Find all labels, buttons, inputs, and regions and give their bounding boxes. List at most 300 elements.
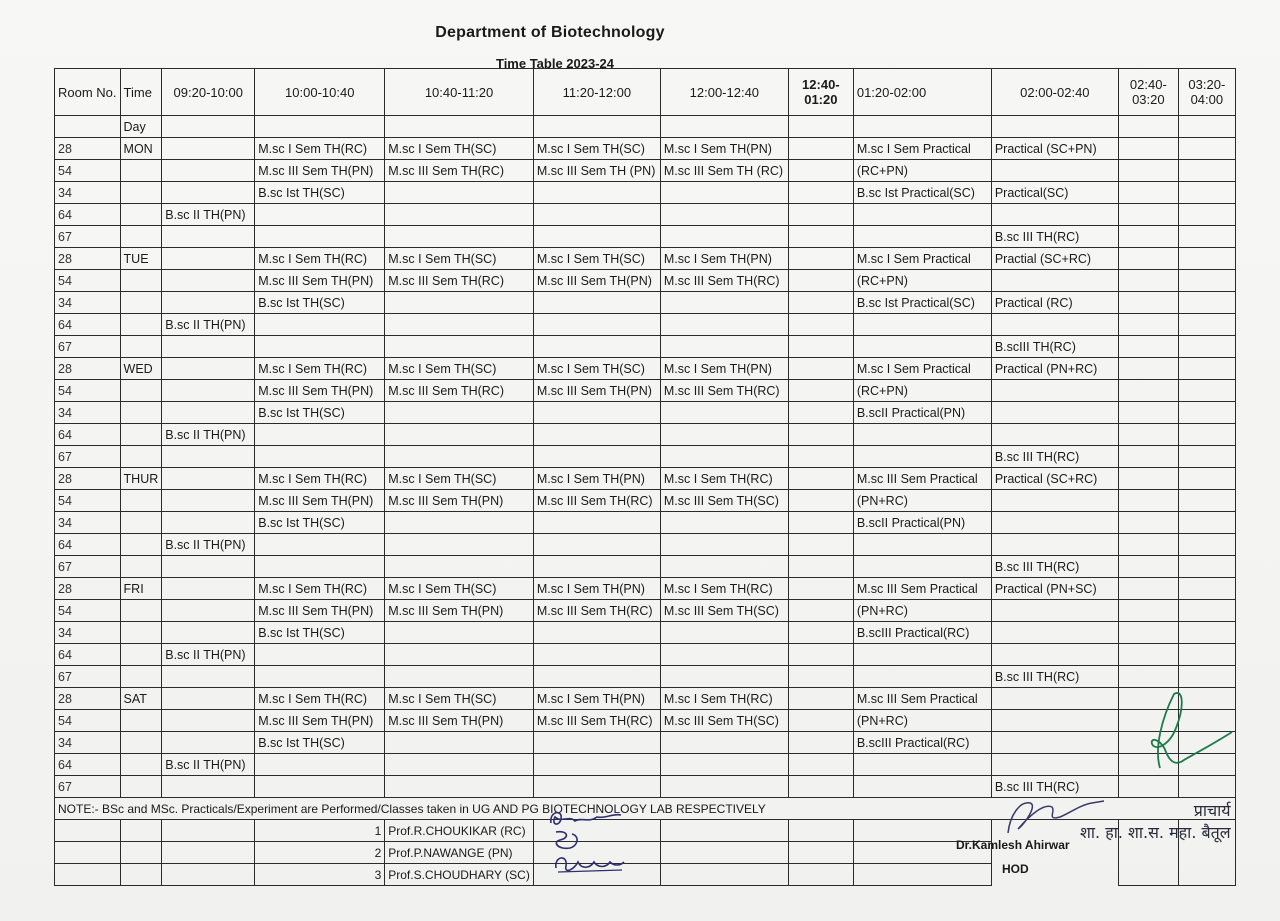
- class-cell: [385, 402, 534, 424]
- class-cell: [788, 754, 853, 776]
- room-cell: 64: [55, 534, 121, 556]
- class-cell: [162, 116, 255, 138]
- room-cell: 34: [55, 292, 121, 314]
- class-cell: [1178, 116, 1235, 138]
- class-cell: M.sc I Sem TH(RC): [255, 688, 385, 710]
- class-cell: [1118, 776, 1178, 798]
- class-cell: [385, 336, 534, 358]
- class-cell: [991, 622, 1118, 644]
- header-row: [55, 69, 1236, 116]
- class-cell: M.sc III Sem TH(RC): [385, 380, 534, 402]
- timetable-row: [55, 160, 1236, 182]
- day-cell: [120, 424, 162, 446]
- class-cell: [853, 226, 991, 248]
- class-cell: [991, 270, 1118, 292]
- class-cell: [853, 534, 991, 556]
- class-cell: [1118, 292, 1178, 314]
- class-cell: [1178, 578, 1235, 600]
- class-cell: [162, 446, 255, 468]
- class-cell: M.sc I Sem TH(RC): [255, 358, 385, 380]
- class-cell: (RC+PN): [853, 270, 991, 292]
- class-cell: M.sc III Sem TH(SC): [660, 490, 788, 512]
- class-cell: [385, 534, 534, 556]
- header-slot: 10:40-11:20: [385, 69, 534, 116]
- room-cell: 28: [55, 248, 121, 270]
- class-cell: M.sc III Sem Practical: [853, 578, 991, 600]
- class-cell: [533, 512, 660, 534]
- class-cell: Practical (SC+PN): [991, 138, 1118, 160]
- class-cell: (RC+PN): [853, 380, 991, 402]
- class-cell: B.sc Ist TH(SC): [255, 622, 385, 644]
- class-cell: [1118, 666, 1178, 688]
- teacher-name: Prof.P.NAWANGE (PN): [385, 842, 534, 864]
- class-cell: [788, 424, 853, 446]
- class-cell: M.sc III Sem TH(PN): [255, 600, 385, 622]
- timetable-row: [55, 402, 1236, 424]
- room-cell: 64: [55, 424, 121, 446]
- class-cell: [1178, 688, 1235, 710]
- class-cell: M.sc I Sem TH(PN): [533, 468, 660, 490]
- class-cell: [162, 688, 255, 710]
- class-cell: [1178, 732, 1235, 754]
- room-cell: 64: [55, 644, 121, 666]
- class-cell: [788, 710, 853, 732]
- class-cell: M.sc III Sem TH(RC): [660, 270, 788, 292]
- class-cell: [660, 204, 788, 226]
- room-cell: 67: [55, 446, 121, 468]
- class-cell: [255, 314, 385, 336]
- hod-name: Dr.Kamlesh Ahirwar: [956, 838, 1070, 852]
- class-cell: M.sc I Sem TH(RC): [660, 468, 788, 490]
- class-cell: [788, 402, 853, 424]
- class-cell: [162, 710, 255, 732]
- class-cell: B.sc Ist Practical(SC): [853, 292, 991, 314]
- class-cell: [1118, 226, 1178, 248]
- class-cell: [660, 556, 788, 578]
- class-cell: Practical (PN+RC): [991, 358, 1118, 380]
- class-cell: B.sc II TH(PN): [162, 534, 255, 556]
- class-cell: [660, 754, 788, 776]
- class-cell: [385, 446, 534, 468]
- class-cell: [385, 182, 534, 204]
- class-cell: [660, 534, 788, 556]
- class-cell: M.sc I Sem TH(SC): [385, 358, 534, 380]
- day-cell: [120, 292, 162, 314]
- class-cell: M.sc I Sem TH(RC): [660, 688, 788, 710]
- class-cell: M.sc III Sem TH(PN): [385, 600, 534, 622]
- class-cell: M.sc I Sem TH(PN): [660, 138, 788, 160]
- day-cell: [120, 446, 162, 468]
- class-cell: [162, 248, 255, 270]
- class-cell: [162, 622, 255, 644]
- class-cell: M.sc III Sem TH(RC): [660, 380, 788, 402]
- class-cell: [788, 270, 853, 292]
- class-cell: [1118, 424, 1178, 446]
- day-cell: [120, 710, 162, 732]
- class-cell: [991, 490, 1118, 512]
- day-cell: [120, 754, 162, 776]
- class-cell: [1178, 402, 1235, 424]
- class-cell: [255, 424, 385, 446]
- room-cell: 34: [55, 182, 121, 204]
- class-cell: M.sc III Sem TH(RC): [533, 600, 660, 622]
- timetable-row: [55, 380, 1236, 402]
- class-cell: M.sc I Sem TH(PN): [660, 248, 788, 270]
- header-room: Room No.: [55, 69, 121, 116]
- class-cell: [162, 578, 255, 600]
- teacher-number: 3: [255, 864, 385, 886]
- class-cell: M.sc III Sem TH(PN): [533, 380, 660, 402]
- day-cell: [120, 226, 162, 248]
- class-cell: [660, 314, 788, 336]
- timetable-row: [55, 314, 1236, 336]
- class-cell: [162, 556, 255, 578]
- class-cell: [1118, 182, 1178, 204]
- class-cell: [1178, 556, 1235, 578]
- class-cell: B.scII Practical(PN): [853, 402, 991, 424]
- timetable-row: [55, 666, 1236, 688]
- class-cell: M.sc I Sem TH(SC): [385, 468, 534, 490]
- class-cell: [660, 182, 788, 204]
- room-cell: 54: [55, 380, 121, 402]
- class-cell: [255, 204, 385, 226]
- class-cell: [660, 402, 788, 424]
- class-cell: [1118, 556, 1178, 578]
- class-cell: M.sc III Sem TH(PN): [385, 710, 534, 732]
- timetable-row: [55, 600, 1236, 622]
- room-cell: [55, 116, 121, 138]
- class-cell: M.sc III Sem TH(RC): [533, 710, 660, 732]
- class-cell: [385, 754, 534, 776]
- class-cell: [853, 776, 991, 798]
- class-cell: [991, 534, 1118, 556]
- class-cell: [853, 314, 991, 336]
- class-cell: [991, 402, 1118, 424]
- timetable-row: [55, 182, 1236, 204]
- class-cell: [788, 622, 853, 644]
- room-cell: 67: [55, 556, 121, 578]
- class-cell: [660, 336, 788, 358]
- day-cell: MON: [120, 138, 162, 160]
- class-cell: [385, 292, 534, 314]
- class-cell: M.sc I Sem TH(RC): [255, 138, 385, 160]
- class-cell: [1118, 688, 1178, 710]
- class-cell: [788, 644, 853, 666]
- class-cell: [991, 204, 1118, 226]
- class-cell: [1178, 534, 1235, 556]
- class-cell: [255, 754, 385, 776]
- day-cell: [120, 534, 162, 556]
- class-cell: [991, 512, 1118, 534]
- class-cell: [533, 776, 660, 798]
- day-cell: [120, 402, 162, 424]
- class-cell: [788, 182, 853, 204]
- day-cell: [120, 270, 162, 292]
- day-cell: [120, 336, 162, 358]
- class-cell: [1118, 534, 1178, 556]
- class-cell: [788, 534, 853, 556]
- note-row: [55, 798, 1236, 820]
- class-cell: B.sc Ist TH(SC): [255, 292, 385, 314]
- room-cell: 28: [55, 138, 121, 160]
- class-cell: M.sc I Sem Practical: [853, 138, 991, 160]
- class-cell: [853, 424, 991, 446]
- day-cell: SAT: [120, 688, 162, 710]
- class-cell: M.sc I Sem TH(RC): [255, 468, 385, 490]
- class-cell: [1118, 336, 1178, 358]
- class-cell: [1118, 468, 1178, 490]
- class-cell: [1118, 512, 1178, 534]
- header-slot: 11:20-12:00: [533, 69, 660, 116]
- principal-stamp: [1080, 800, 1231, 844]
- class-cell: M.sc I Sem TH(SC): [385, 138, 534, 160]
- class-cell: [385, 556, 534, 578]
- class-cell: [1178, 446, 1235, 468]
- class-cell: [788, 248, 853, 270]
- class-cell: M.sc III Sem TH(PN): [255, 380, 385, 402]
- class-cell: M.sc I Sem Practical: [853, 248, 991, 270]
- class-cell: [991, 710, 1118, 732]
- day-cell: [120, 380, 162, 402]
- class-cell: [1118, 270, 1178, 292]
- class-cell: [162, 512, 255, 534]
- class-cell: B.sc III TH(RC): [991, 556, 1118, 578]
- document-subtitle: Time Table 2023-24: [495, 56, 615, 71]
- timetable-row: [55, 204, 1236, 226]
- day-cell: [120, 556, 162, 578]
- class-cell: M.sc I Sem TH(RC): [255, 578, 385, 600]
- class-cell: [788, 138, 853, 160]
- class-cell: (PN+RC): [853, 490, 991, 512]
- class-cell: [1178, 138, 1235, 160]
- class-cell: [991, 160, 1118, 182]
- class-cell: [1118, 732, 1178, 754]
- class-cell: M.sc III Sem TH(SC): [660, 710, 788, 732]
- note-text: NOTE:- BSc and MSc. Practicals/Experiment are Performed/Classes taken in UG AND PG BIOTECHNOLOGY LAB RESPECTIVELY: [55, 798, 1236, 820]
- day-cell: [120, 732, 162, 754]
- class-cell: [255, 336, 385, 358]
- class-cell: [853, 754, 991, 776]
- timetable-row: [55, 336, 1236, 358]
- class-cell: [533, 402, 660, 424]
- class-cell: [1178, 292, 1235, 314]
- class-cell: [1118, 358, 1178, 380]
- header-slot: 12:40-01:20: [788, 69, 853, 116]
- class-cell: [991, 116, 1118, 138]
- timetable-row: [55, 490, 1236, 512]
- timetable-row: [55, 534, 1236, 556]
- class-cell: M.sc I Sem TH(RC): [660, 578, 788, 600]
- class-cell: [533, 336, 660, 358]
- class-cell: [853, 204, 991, 226]
- header-slot: 01:20-02:00: [853, 69, 991, 116]
- class-cell: [1118, 116, 1178, 138]
- timetable-row: [55, 732, 1236, 754]
- timetable-row: [55, 776, 1236, 798]
- class-cell: [162, 402, 255, 424]
- class-cell: M.sc I Sem TH(SC): [533, 138, 660, 160]
- class-cell: [1118, 138, 1178, 160]
- room-cell: 54: [55, 270, 121, 292]
- class-cell: [533, 534, 660, 556]
- class-cell: [788, 468, 853, 490]
- class-cell: [660, 622, 788, 644]
- day-cell: [120, 644, 162, 666]
- room-cell: 54: [55, 600, 121, 622]
- class-cell: [162, 468, 255, 490]
- class-cell: [533, 644, 660, 666]
- class-cell: [1118, 490, 1178, 512]
- class-cell: [533, 116, 660, 138]
- timetable-row: [55, 292, 1236, 314]
- class-cell: [991, 380, 1118, 402]
- class-cell: [788, 446, 853, 468]
- class-cell: [1178, 182, 1235, 204]
- class-cell: [853, 116, 991, 138]
- class-cell: [162, 160, 255, 182]
- class-cell: [533, 424, 660, 446]
- class-cell: [1178, 776, 1235, 798]
- room-cell: 64: [55, 754, 121, 776]
- day-cell: [120, 600, 162, 622]
- room-cell: 67: [55, 776, 121, 798]
- class-cell: [788, 358, 853, 380]
- class-cell: [1118, 578, 1178, 600]
- timetable-body: [55, 116, 1236, 798]
- class-cell: [788, 512, 853, 534]
- teacher-name: Prof.S.CHOUDHARY (SC): [385, 864, 534, 886]
- room-cell: 28: [55, 358, 121, 380]
- class-cell: [660, 226, 788, 248]
- class-cell: Practical (SC+RC): [991, 468, 1118, 490]
- class-cell: [162, 138, 255, 160]
- class-cell: [533, 556, 660, 578]
- class-cell: [533, 732, 660, 754]
- class-cell: M.sc III Sem TH(RC): [385, 270, 534, 292]
- day-cell: THUR: [120, 468, 162, 490]
- class-cell: [1178, 468, 1235, 490]
- class-cell: [533, 204, 660, 226]
- class-cell: M.sc III Sem TH(PN): [255, 490, 385, 512]
- class-cell: [385, 204, 534, 226]
- class-cell: B.scIII TH(RC): [991, 336, 1118, 358]
- class-cell: [1178, 666, 1235, 688]
- class-cell: [788, 600, 853, 622]
- timetable-row: [55, 512, 1236, 534]
- class-cell: [1118, 380, 1178, 402]
- class-cell: [385, 732, 534, 754]
- class-cell: [788, 666, 853, 688]
- class-cell: B.sc III TH(RC): [991, 226, 1118, 248]
- class-cell: [788, 314, 853, 336]
- class-cell: [853, 446, 991, 468]
- class-cell: [255, 556, 385, 578]
- class-cell: (RC+PN): [853, 160, 991, 182]
- day-cell: [120, 512, 162, 534]
- class-cell: M.sc III Sem TH(RC): [533, 490, 660, 512]
- day-cell: [120, 204, 162, 226]
- class-cell: B.sc Ist TH(SC): [255, 512, 385, 534]
- class-cell: [162, 270, 255, 292]
- room-cell: 67: [55, 336, 121, 358]
- class-cell: B.sc III TH(RC): [991, 776, 1118, 798]
- room-cell: 28: [55, 468, 121, 490]
- class-cell: [533, 314, 660, 336]
- room-cell: 34: [55, 512, 121, 534]
- class-cell: M.sc III Sem TH(SC): [660, 600, 788, 622]
- hod-title: HOD: [1002, 862, 1029, 876]
- class-cell: M.sc III Sem TH(PN): [385, 490, 534, 512]
- day-cell: TUE: [120, 248, 162, 270]
- class-cell: B.sc Ist Practical(SC): [853, 182, 991, 204]
- timetable-row: [55, 424, 1236, 446]
- class-cell: [1178, 204, 1235, 226]
- class-cell: [660, 446, 788, 468]
- class-cell: [660, 732, 788, 754]
- class-cell: [660, 666, 788, 688]
- class-cell: [162, 292, 255, 314]
- day-cell: [120, 776, 162, 798]
- class-cell: [533, 446, 660, 468]
- class-cell: [1118, 600, 1178, 622]
- class-cell: [853, 336, 991, 358]
- class-cell: [788, 226, 853, 248]
- class-cell: [1178, 336, 1235, 358]
- class-cell: B.sc Ist TH(SC): [255, 732, 385, 754]
- class-cell: [385, 644, 534, 666]
- class-cell: M.sc I Sem TH(PN): [533, 578, 660, 600]
- class-cell: [1178, 622, 1235, 644]
- class-cell: M.sc III Sem Practical: [853, 688, 991, 710]
- class-cell: Practial (SC+RC): [991, 248, 1118, 270]
- class-cell: B.sc Ist TH(SC): [255, 182, 385, 204]
- header-time: Time: [120, 69, 162, 116]
- class-cell: [385, 226, 534, 248]
- class-cell: [991, 644, 1118, 666]
- timetable-row: [55, 556, 1236, 578]
- class-cell: [788, 556, 853, 578]
- class-cell: [660, 644, 788, 666]
- class-cell: [1178, 512, 1235, 534]
- class-cell: [788, 688, 853, 710]
- class-cell: M.sc III Sem TH(PN): [255, 270, 385, 292]
- class-cell: [162, 380, 255, 402]
- class-cell: B.sc II TH(PN): [162, 754, 255, 776]
- class-cell: [1118, 204, 1178, 226]
- class-cell: M.sc III Sem TH(PN): [533, 270, 660, 292]
- timetable-row: [55, 578, 1236, 600]
- class-cell: M.sc III Sem TH (RC): [660, 160, 788, 182]
- timetable-row: [55, 644, 1236, 666]
- timetable-row: [55, 226, 1236, 248]
- class-cell: M.sc I Sem TH(SC): [385, 688, 534, 710]
- room-cell: 64: [55, 314, 121, 336]
- class-cell: B.sc II TH(PN): [162, 424, 255, 446]
- timetable-row: [55, 248, 1236, 270]
- class-cell: [1178, 270, 1235, 292]
- class-cell: [788, 776, 853, 798]
- class-cell: [255, 776, 385, 798]
- class-cell: [533, 292, 660, 314]
- class-cell: [162, 336, 255, 358]
- day-cell: [120, 182, 162, 204]
- room-cell: 54: [55, 490, 121, 512]
- class-cell: [255, 534, 385, 556]
- class-cell: [385, 314, 534, 336]
- class-cell: M.sc I Sem TH(SC): [533, 248, 660, 270]
- class-cell: [255, 644, 385, 666]
- room-cell: 28: [55, 578, 121, 600]
